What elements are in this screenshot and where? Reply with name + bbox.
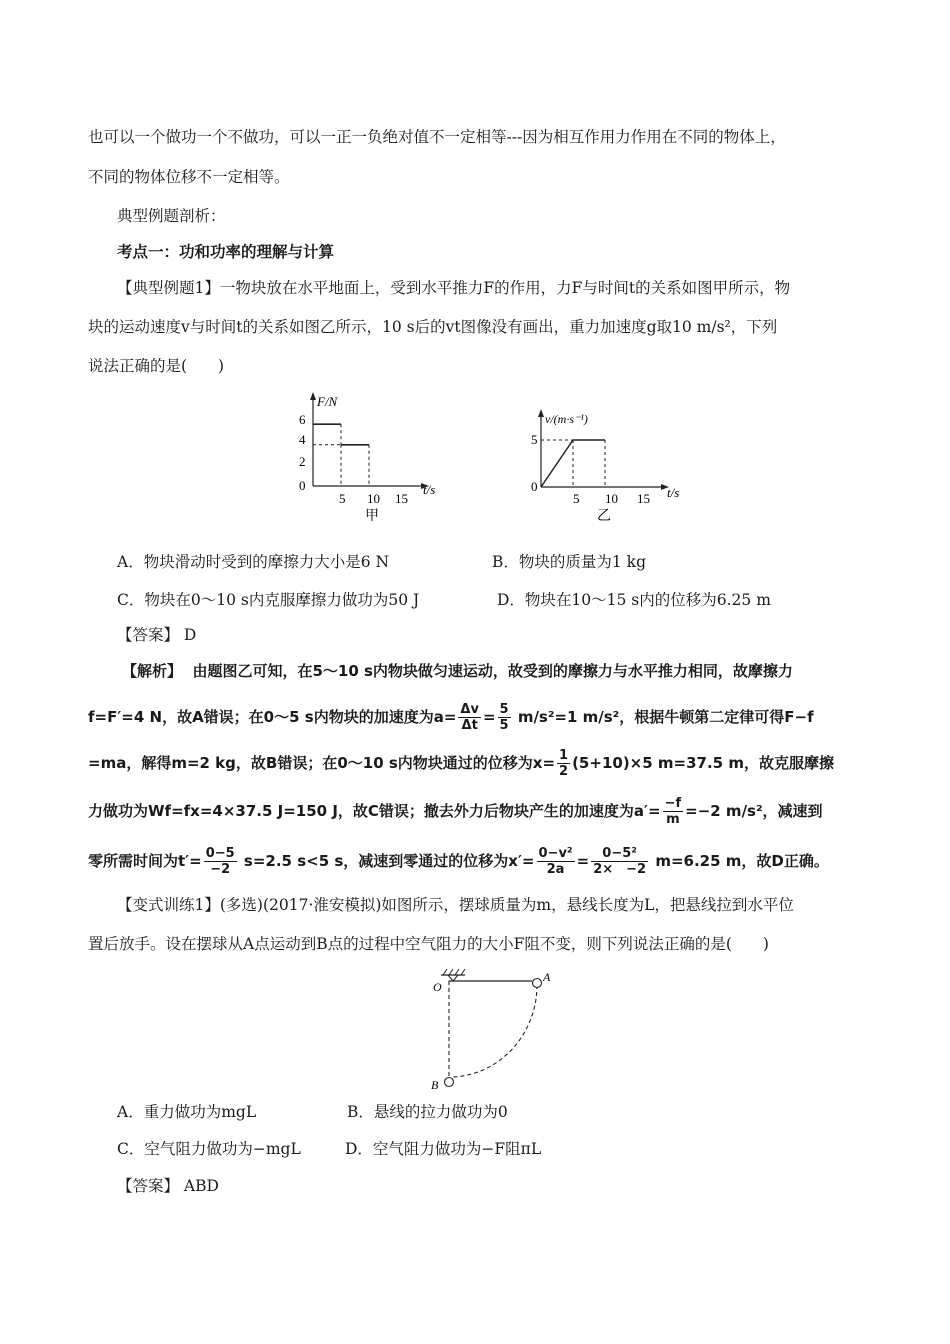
fraction-neg-f-m	[663, 796, 684, 827]
jia-ytick-2: 2	[299, 454, 306, 469]
jia-caption: 甲	[365, 509, 379, 524]
frac-den: 2	[559, 764, 569, 779]
fraction-substituted	[591, 846, 648, 877]
jia-xtick-10: 10	[367, 491, 380, 506]
yi-caption: 乙	[597, 509, 611, 524]
ceiling-hatch	[443, 969, 447, 975]
jia-ytick-6: 6	[299, 412, 306, 427]
label-o: O	[433, 980, 442, 994]
analysis-line-5	[88, 846, 829, 877]
intro-line-2: 不同的物体位移不一定相等。	[88, 168, 290, 186]
variant1-option-a: A．重力做功为mgL	[117, 1103, 257, 1121]
variant1-answer: 【答案】 ABD	[117, 1177, 219, 1195]
frac-num: 0−v²	[538, 846, 573, 861]
jia-series	[313, 424, 369, 486]
frac-num: 0−5	[205, 846, 235, 861]
frac-num: Δv	[460, 702, 479, 717]
analysis-text-2a: f=F′=4 N，故A错误；在0～5 s内物块的加速度为a=	[88, 708, 457, 726]
frac-num: −f	[664, 796, 682, 811]
yi-ylabel: v/(m·s⁻¹)	[545, 412, 588, 426]
jia-ytick-0: 0	[299, 478, 306, 493]
yi-xlabel: t/s	[667, 485, 680, 500]
analysis-line-1	[122, 660, 793, 682]
equals-sign: =	[482, 708, 496, 726]
section-title: 典型例题剖析：	[117, 207, 226, 225]
frac-den: 5	[499, 718, 509, 733]
example1-line-1: 【典型例题1】一物块放在水平地面上，受到水平推力F的作用，力F与时间t的关系如图甲所示，物	[117, 279, 791, 297]
fraction-1-2	[557, 748, 570, 779]
jia-ylabel: F/N	[317, 394, 338, 409]
analysis-line-2	[88, 702, 814, 733]
example1-option-b: B．物块的质量为1 kg	[492, 553, 646, 571]
fraction-dv-dt	[458, 702, 481, 733]
variant1-line-1: 【变式训练1】(多选)(2017·淮安模拟)如图所示，摆球质量为m，悬线长度为L，把悬线拉到水平位	[117, 896, 794, 914]
intro-line-1: 也可以一个做功一个不做功，可以一正一负绝对值不一定相等---因为相互作用力作用在不同的物体上，	[88, 128, 786, 146]
analysis-line-4	[88, 796, 823, 827]
ceiling-hatch	[461, 969, 465, 975]
example1-option-a: A．物块滑动时受到的摩擦力大小是6 N	[117, 553, 390, 571]
pendulum-diagram	[425, 965, 575, 1095]
variant1-option-b: B．悬线的拉力做功为0	[347, 1103, 508, 1121]
variant1-option-c: C．空气阻力做功为−mgL	[117, 1140, 301, 1158]
analysis-line-3	[88, 748, 834, 779]
fraction-5-5	[498, 702, 511, 733]
frac-den: m	[666, 812, 680, 827]
topic-title: 考点一：功和功率的理解与计算	[117, 242, 335, 261]
analysis-text-4a: 力做功为Wf=fx=4×37.5 J=150 J，故C错误；撤去外力后物块产生的加速度为a′=	[88, 802, 661, 820]
analysis-text-4b: =−2 m/s²，减速到	[685, 802, 823, 820]
jia-xtick-15: 15	[395, 491, 408, 506]
frac-num: 5	[499, 702, 509, 717]
graph-yi	[525, 409, 705, 527]
frac-den: −2	[210, 862, 231, 877]
pivot-support	[448, 975, 453, 981]
analysis-text-5a: 零所需时间为t′=	[88, 852, 202, 870]
fraction-displacement	[537, 846, 575, 877]
frac-den: 2× −2	[593, 862, 647, 877]
frac-num: 1	[559, 748, 569, 763]
yi-xtick-10: 10	[605, 491, 618, 506]
yi-ytick-5: 5	[531, 432, 538, 447]
frac-den: 2a	[546, 862, 565, 877]
example1-answer: 【答案】 D	[117, 626, 197, 644]
analysis-text-2b: m/s²=1 m/s²，根据牛顿第二定律可得F−f	[517, 708, 814, 726]
yi-xtick-5: 5	[573, 491, 580, 506]
label-b: B	[431, 1078, 439, 1092]
analysis-label: 【解析】	[122, 662, 183, 680]
graph-jia	[285, 392, 465, 527]
yi-velocity-segment	[541, 440, 573, 487]
arc-path	[453, 985, 537, 1077]
example1-line-2: 块的运动速度v与时间t的关系如图乙所示，10 s后的vt图像没有画出，重力加速度g取10 m/s²，下列	[88, 318, 778, 336]
analysis-text-5b: s=2.5 s<5 s，减速到零通过的位移为x′=	[243, 852, 535, 870]
ceiling-hatch	[449, 969, 453, 975]
example1-option-d: D．物块在10～15 s内的位移为6.25 m	[497, 591, 771, 609]
yi-xtick-15: 15	[637, 491, 650, 506]
analysis-text-1: 由题图乙可知，在5～10 s内物块做匀速运动，故受到的摩擦力与水平推力相同，故摩擦力	[192, 662, 793, 680]
ball-a	[533, 979, 542, 988]
frac-den: Δt	[461, 718, 478, 733]
label-a: A	[543, 970, 551, 984]
ball-b	[445, 1078, 454, 1087]
variant1-line-2: 置后放手。设在摆球从A点运动到B点的过程中空气阻力的大小F阻不变，则下列说法正确的是( )	[88, 935, 769, 953]
example1-line-3: 说法正确的是( )	[88, 357, 225, 375]
equals-sign: =	[576, 852, 590, 870]
pivot-support	[453, 975, 458, 981]
analysis-text-3a: =ma，解得m=2 kg，故B错误；在0～10 s内物块通过的位移为x=	[88, 754, 556, 772]
jia-xtick-5: 5	[339, 491, 346, 506]
jia-xlabel: t/s	[423, 482, 436, 497]
fraction-time	[204, 846, 237, 877]
frac-num: 0−5²	[591, 846, 648, 862]
jia-ytick-4: 4	[299, 432, 306, 447]
yi-ytick-0: 0	[531, 479, 538, 494]
analysis-text-3b: (5+10)×5 m=37.5 m，故克服摩擦	[572, 754, 834, 772]
yi-series	[541, 440, 605, 487]
example1-option-c: C．物块在0～10 s内克服摩擦力做功为50 J	[117, 591, 420, 609]
variant1-option-d: D．空气阻力做功为−F阻πL	[345, 1140, 542, 1158]
analysis-text-5c: m=6.25 m，故D正确。	[655, 852, 829, 870]
ceiling-hatch	[455, 969, 459, 975]
